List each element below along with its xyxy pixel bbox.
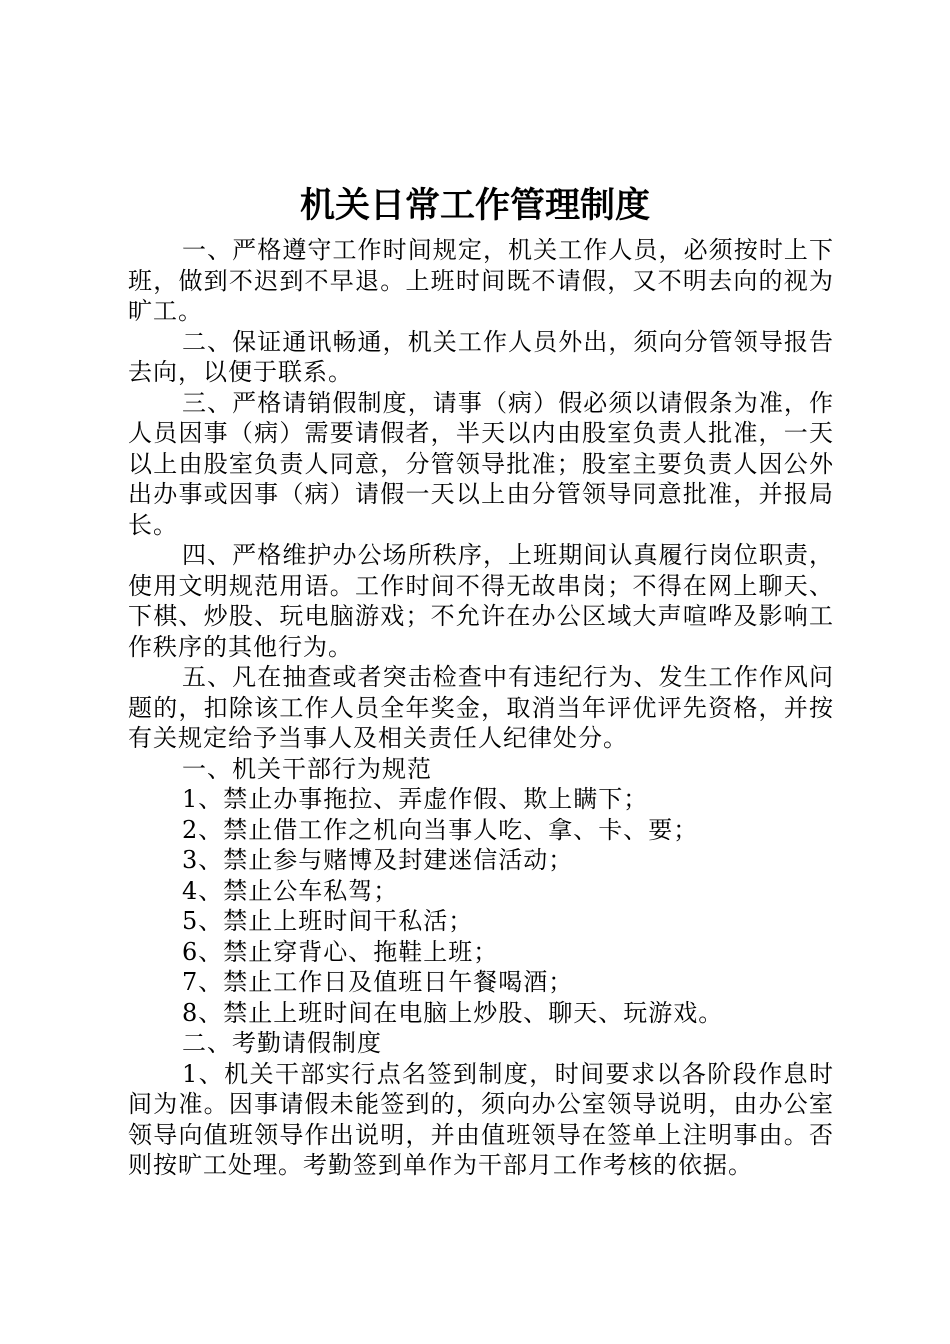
paragraph-rule-2: 二、保证通讯畅通，机关工作人员外出，须向分管领导报告去向，以便于联系。	[128, 327, 834, 386]
paragraph-rule-1: 一、严格遵守工作时间规定，机关工作人员，必须按时上下班，做到不迟到不早退。上班时间既不请假，又不明去向的视为旷工。	[128, 236, 834, 325]
section-heading-attendance: 二、考勤请假制度	[182, 1029, 382, 1057]
section-heading-conduct: 一、机关干部行为规范	[182, 754, 432, 783]
list-item: 6、禁止穿背心、拖鞋上班；	[182, 937, 499, 966]
paragraph-attendance-1: 1、机关干部实行点名签到制度，时间要求以各阶段作息时间为准。因事请假未能签到的，须向办公室领导说明，由办公室领导向值班领导作出说明，并由值班领导在签单上注明事由。否则按旷工处理。考勤签到单作为干部月工作考核的依据。	[128, 1059, 834, 1179]
paragraph-rule-3: 三、严格请销假制度，请事（病）假必须以请假条为准，作人员因事（病）需要请假者，半天以内由股室负责人批准，一天以上由股室负责人同意，分管领导批准；股室主要负责人因公外出办事或因事（病）请假一天以上由分管领导同意批准，并报局长。	[128, 388, 834, 539]
list-item: 8、禁止上班时间在电脑上炒股、聊天、玩游戏。	[182, 998, 724, 1027]
list-item: 4、禁止公车私驾；	[182, 876, 399, 905]
document-title: 机关日常工作管理制度	[299, 186, 650, 226]
list-item: 7、禁止工作日及值班日午餐喝酒；	[182, 968, 574, 996]
list-item: 2、禁止借工作之机向当事人吃、拿、卡、要；	[182, 815, 699, 844]
list-item: 5、禁止上班时间干私活；	[182, 907, 474, 935]
paragraph-rule-4: 四、严格维护办公场所秩序，上班期间认真履行岗位职责，使用文明规范用语。工作时间不得无故串岗；不得在网上聊天、下棋、炒股、玩电脑游戏；不允许在办公区域大声喧哗及影响工作秩序的其他行为。	[128, 541, 834, 661]
list-item: 1、禁止办事拖拉、弄虚作假、欺上瞒下；	[182, 785, 649, 813]
document-body	[128, 235, 834, 1181]
paragraph-rule-5: 五、凡在抽查或者突击检查中有违纪行为、发生工作作风问题的，扣除该工作人员全年奖金，取消当年评优评先资格，并按有关规定给予当事人及相关责任人纪律处分。	[128, 663, 834, 752]
list-item: 3、禁止参与赌博及封建迷信活动；	[182, 846, 574, 874]
